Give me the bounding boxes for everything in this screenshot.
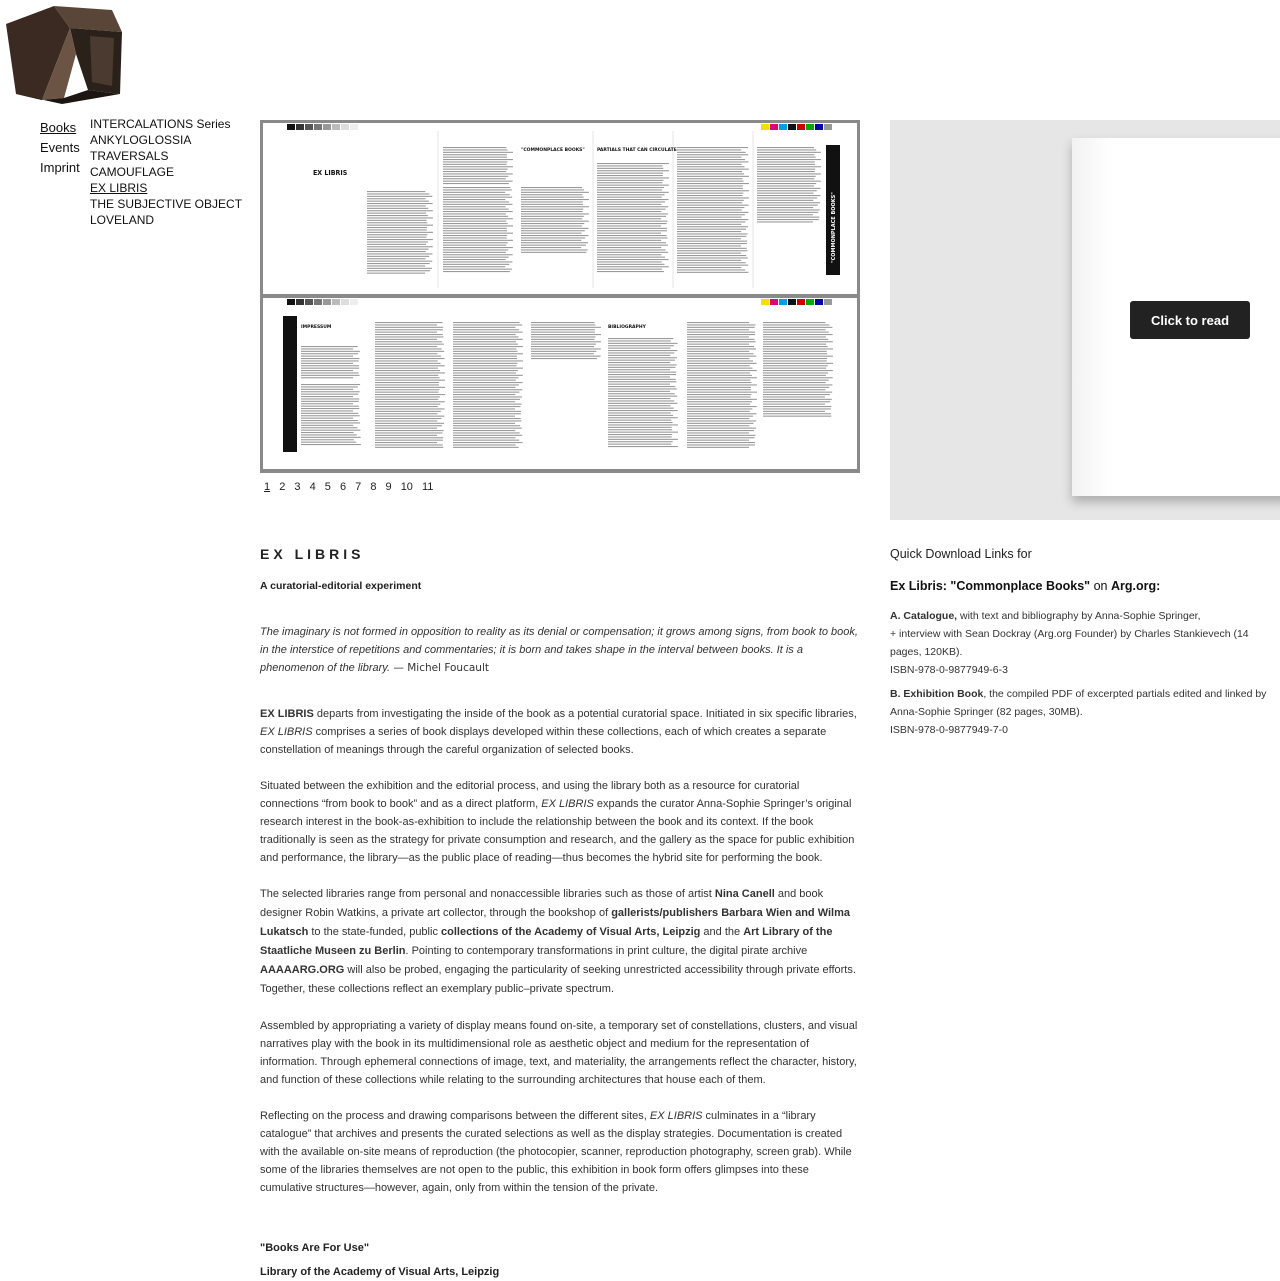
spread-title-impressum: IMPRESSUM bbox=[301, 325, 332, 330]
subnav-traversals[interactable]: TRAVERSALS bbox=[90, 149, 169, 163]
gallery-pager bbox=[264, 481, 439, 493]
arg-org-link[interactable]: Arg.org: bbox=[1110, 579, 1161, 593]
pager-link[interactable]: 10 bbox=[400, 481, 413, 493]
subnav-camouflage[interactable]: CAMOUFLAGE bbox=[90, 165, 175, 179]
book-spread-image[interactable] bbox=[263, 123, 857, 294]
main-nav bbox=[40, 118, 80, 178]
spread-title-commonplace: "COMMONPLACE BOOKS" bbox=[521, 148, 585, 153]
subnav-loveland[interactable]: LOVELAND bbox=[90, 213, 155, 227]
book-spread-image[interactable] bbox=[263, 298, 857, 469]
page-subtitle: A curatorial-editorial experiment bbox=[260, 580, 422, 592]
download-links bbox=[890, 545, 1280, 745]
pager-link[interactable]: 3 bbox=[294, 481, 301, 493]
logo[interactable] bbox=[2, 2, 126, 104]
book-reader-panel[interactable] bbox=[890, 120, 1280, 520]
pager-link[interactable]: 5 bbox=[324, 481, 331, 493]
quote-author: — Michel Foucault bbox=[390, 662, 489, 674]
folded-letter-m-sculpture-icon bbox=[2, 2, 126, 104]
spread-title-ex-libris: EX LIBRIS bbox=[313, 169, 348, 177]
section-heading: "Books Are For Use" bbox=[260, 1242, 370, 1254]
epigraph-quote bbox=[260, 623, 860, 677]
nav-events[interactable]: Events bbox=[40, 140, 80, 155]
spread-title-partials: PARTIALS THAT CAN CIRCULATE bbox=[597, 148, 677, 153]
page-title: EX LIBRIS bbox=[260, 546, 365, 562]
pager-link[interactable]: 6 bbox=[339, 481, 347, 493]
paragraph: The selected libraries range from personal and nonaccessible libraries such as those of artist Nina Canell and book designer Robin Watkins, a private art collector, through the bookshop of gallerists/publishers Barbara Wien and Wilma Lukatsch to the state-funded, public collections of the Academy of Visual Arts, Leipzig and the Art Library of the Staatliche Museen zu Berlin. Pointing to contemporary transformations in print culture, the digital pirate archive AAAAARG.ORG will also be probed, engaging the particularity of seeking unrestricted accessibility through private efforts. Together, these collections reflect an exemplary public–private spectrum. bbox=[260, 888, 856, 995]
section-subheading: Library of the Academy of Visual Arts, Leipzig bbox=[260, 1266, 500, 1278]
subnav-ex-libris[interactable]: EX LIBRIS bbox=[90, 181, 148, 195]
books-subnav bbox=[90, 116, 242, 228]
pager-link[interactable]: 7 bbox=[355, 481, 362, 493]
spread-title-bibliography: BIBLIOGRAPHY bbox=[608, 325, 646, 330]
pager-link[interactable]: 9 bbox=[385, 481, 392, 493]
paragraph: Assembled by appropriating a variety of display means found on-site, a temporary set of constellations, clusters, and visual narratives play with the book in its multidimensional role as aesthetic object and medium for the representation of information. Through ephemeral connections of image, text, and materiality, the arrangements reflect the character, history, and function of these collections while relating to the surrounding architectures that house each of them. bbox=[260, 1020, 858, 1086]
pager-link[interactable]: 1 bbox=[264, 481, 271, 493]
download-catalogue[interactable]: A. Catalogue, with text and bibliography by Anna-Sophie Springer, + interview with Sean Dockray (Arg.org Founder) by Charles Stankievech (14 pages, 120KB). ISBN-978-0-9877949-6-3 bbox=[890, 610, 1249, 676]
click-to-read-button[interactable]: Click to read bbox=[1130, 301, 1250, 339]
book-description bbox=[260, 545, 860, 1281]
paragraph: EX LIBRIS departs from investigating the inside of the book as a potential curatorial space. Initiated in six specific libraries, EX LIBRIS comprises a series of book displays developed within these collections, each of which creates a separate constellation of meanings through the careful organization of selected books. bbox=[260, 708, 857, 756]
paragraph: Situated between the exhibition and the editorial process, and using the library both as a resource for curatorial connections “from book to book” and as a direct platform, EX LIBRIS expands the curator Anna-Sophie Springer’s original research interest in the book-as-exhibition to include the relationship between the book and its context. If the book traditionally is seen as the strategy for private consumption and research, and the gallery as the space for public exhibition and performance, the library—as the public place of reading—thus becomes the hybrid site for performing the book. bbox=[260, 780, 855, 864]
spread-spine-text: "COMMONPLACE BOOKS" bbox=[831, 192, 837, 263]
pager-link[interactable]: 8 bbox=[370, 481, 377, 493]
pager-link[interactable]: 11 bbox=[422, 481, 434, 493]
subnav-subjective-object[interactable]: THE SUBJECTIVE OBJECT bbox=[90, 197, 243, 211]
subnav-intercalations[interactable]: INTERCALATIONS Series bbox=[90, 117, 231, 131]
subnav-ankyloglossia[interactable]: ANKYLOGLOSSIA bbox=[90, 133, 192, 147]
nav-imprint[interactable]: Imprint bbox=[40, 160, 80, 175]
pager-link[interactable]: 4 bbox=[309, 481, 316, 493]
paragraph: Reflecting on the process and drawing comparisons between the different sites, EX LIBRIS culminates in a “library catalogue” that archives and presents the curated selections as well as the display strategies. Documentation is created with the available on-site means of reproduction (the photocopier, scanner, reproduction photography, screen grab). While some of the libraries themselves are not open to the public, this exhibition in book form offers glimpses into these cumulative structures—however, again, only from within the tension of the private. bbox=[260, 1110, 852, 1194]
download-exhibition-book[interactable]: B. Exhibition Book, the compiled PDF of excerpted partials edited and linked by Anna-Sophie Springer (82 pages, 30MB). ISBN-978-0-9877949-7-0 bbox=[890, 688, 1267, 736]
quote-text: The imaginary is not formed in opposition to reality as its denial or compensation; it grows among signs, from book to book, in the interstice of repetitions and commentaries; it is born and takes shape in the interval between books. It is a phenomenon of the library. bbox=[260, 626, 858, 674]
downloads-heading: Quick Download Links for bbox=[890, 547, 1032, 561]
pager-link[interactable]: 2 bbox=[279, 481, 286, 493]
book-spread-gallery[interactable] bbox=[260, 120, 860, 473]
nav-books[interactable]: Books bbox=[40, 120, 77, 135]
downloads-title: Ex Libris: "Commonplace Books" on Arg.org: bbox=[890, 579, 1161, 593]
